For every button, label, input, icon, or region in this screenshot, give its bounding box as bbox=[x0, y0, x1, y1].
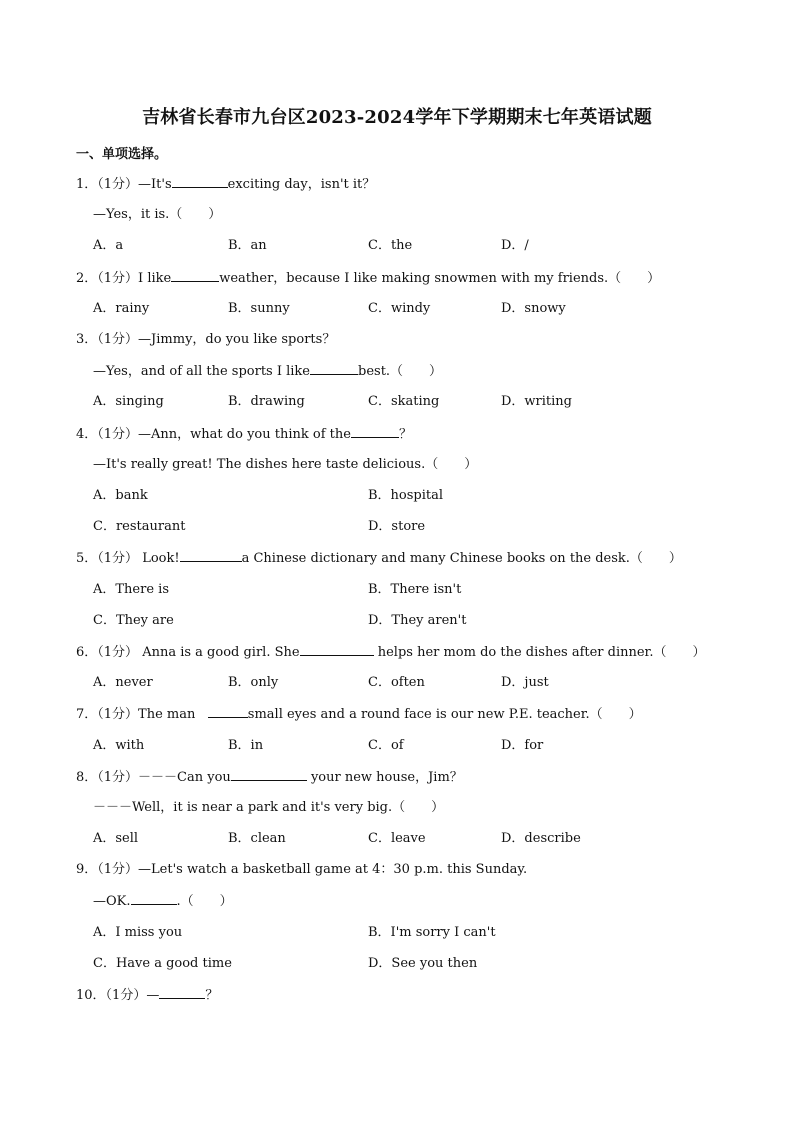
question-2-option-a: A．rainy bbox=[93, 301, 150, 316]
question-1-option-b: B．an bbox=[228, 238, 267, 253]
question-9: 9．（1分）—Let's watch a basketball game at 4：30 p.m. this Sunday. bbox=[76, 862, 528, 877]
question-6-option-b: B．only bbox=[228, 675, 279, 690]
question-1-option-c: C．the bbox=[368, 238, 413, 253]
question-8-option-a: A．sell bbox=[93, 831, 139, 846]
question-3-option-d: D．writing bbox=[501, 394, 572, 409]
answer-blank bbox=[300, 643, 374, 656]
question-9-option-a: A．I miss you bbox=[93, 925, 183, 940]
question-2-option-d: D．snowy bbox=[501, 301, 566, 316]
question-8-line2: －－－Well，it is near a park and it's very big.（ ） bbox=[93, 800, 445, 815]
answer-blank bbox=[310, 362, 358, 375]
question-3-option-b: B．drawing bbox=[228, 394, 305, 409]
question-5-option-c: C．They are bbox=[93, 613, 174, 628]
question-2: 2．（1分）I like weather，because I like making snowmen with my friends.（ ） bbox=[76, 271, 661, 286]
question-1: 1．（1分）—It's exciting day，isn't it？ bbox=[76, 177, 376, 192]
question-7-option-d: D．for bbox=[501, 738, 544, 753]
question-4-option-d: D．store bbox=[368, 519, 426, 534]
question-9-option-d: D．See you then bbox=[368, 956, 478, 971]
question-2-option-b: B．sunny bbox=[228, 301, 290, 316]
question-10: 10．（1分）— ？ bbox=[76, 988, 219, 1003]
question-5-option-d: D．They aren't bbox=[368, 613, 467, 628]
answer-blank bbox=[180, 549, 242, 562]
question-5-option-b: B．There isn't bbox=[368, 582, 462, 597]
question-1-line2: —Yes，it is.（ ） bbox=[93, 207, 222, 222]
question-3-option-a: A．singing bbox=[93, 394, 164, 409]
question-3-option-c: C．skating bbox=[368, 394, 440, 409]
question-3: 3．（1分）—Jimmy，do you like sports？ bbox=[76, 332, 336, 347]
question-9-line2: —OK. .（ ） bbox=[93, 894, 233, 909]
question-6: 6．（1分） Anna is a good girl. She helps her mom do the dishes after dinner.（ ） bbox=[76, 645, 706, 660]
page-title: 吉林省长春市九台区2023-2024学年下学期期末七年英语试题 bbox=[142, 107, 652, 128]
section-heading: 一、单项选择。 bbox=[76, 147, 168, 162]
question-7-option-b: B．in bbox=[228, 738, 264, 753]
question-6-option-a: A．never bbox=[93, 675, 153, 690]
question-9-option-b: B．I'm sorry I can't bbox=[368, 925, 496, 940]
question-2-option-c: C．windy bbox=[368, 301, 431, 316]
question-4-option-a: A．bank bbox=[93, 488, 148, 503]
answer-blank bbox=[159, 986, 205, 999]
question-7-option-a: A．with bbox=[93, 738, 145, 753]
question-5: 5．（1分） Look! a Chinese dictionary and many Chinese books on the desk.（ ） bbox=[76, 551, 682, 566]
question-3-line2: —Yes，and of all the sports I like best.（ ） bbox=[93, 364, 443, 379]
answer-blank bbox=[231, 768, 307, 781]
question-5-option-a: A．There is bbox=[93, 582, 169, 597]
answer-blank bbox=[351, 425, 399, 438]
question-8-option-b: B．clean bbox=[228, 831, 286, 846]
question-8-option-d: D．describe bbox=[501, 831, 581, 846]
question-4: 4．（1分）—Ann，what do you think of the ？ bbox=[76, 427, 412, 442]
question-4-option-c: C．restaurant bbox=[93, 519, 186, 534]
question-8: 8．（1分）－－－Can you your new house，Jim？ bbox=[76, 770, 463, 785]
question-4-line2: —It's really great! The dishes here taste delicious.（ ） bbox=[93, 457, 478, 472]
question-6-option-c: C．often bbox=[368, 675, 425, 690]
answer-blank bbox=[171, 269, 219, 282]
question-1-option-d: D．/ bbox=[501, 238, 529, 253]
question-1-option-a: A．a bbox=[93, 238, 124, 253]
question-4-option-b: B．hospital bbox=[368, 488, 444, 503]
question-9-option-c: C．Have a good time bbox=[93, 956, 232, 971]
question-6-option-d: D．just bbox=[501, 675, 549, 690]
question-7-option-c: C．of bbox=[368, 738, 404, 753]
question-7: 7．（1分）The man small eyes and a round face is our new P.E. teacher.（ ） bbox=[76, 707, 642, 722]
answer-blank bbox=[172, 175, 228, 188]
answer-blank bbox=[208, 705, 248, 718]
answer-blank bbox=[131, 892, 177, 905]
question-8-option-c: C．leave bbox=[368, 831, 426, 846]
